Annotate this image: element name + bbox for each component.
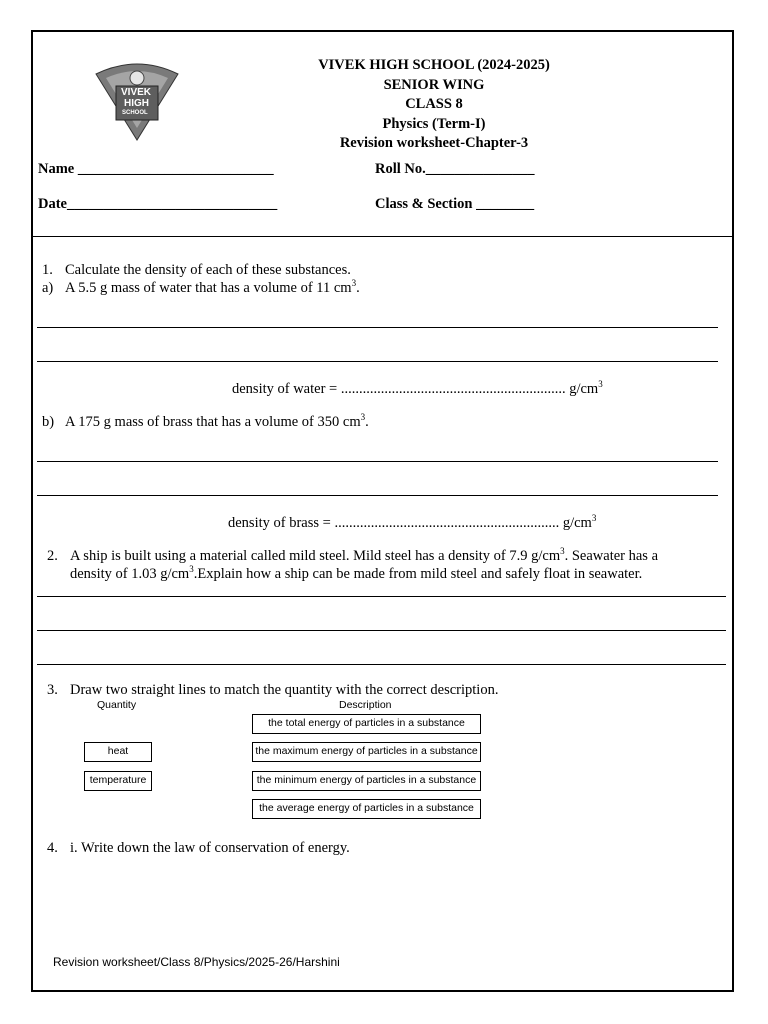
wing-title: SENIOR WING: [383, 77, 485, 93]
q4-text: i. Write down the law of conservation of energy.: [70, 840, 350, 856]
description-box-total[interactable]: the total energy of particles in a substance: [252, 714, 481, 734]
description-box-minimum[interactable]: the minimum energy of particles in a substance: [252, 771, 481, 791]
class-title: CLASS 8: [405, 96, 463, 112]
roll-field[interactable]: Roll No._______________: [375, 161, 535, 177]
answer-line[interactable]: [37, 630, 726, 631]
description-header: Description: [339, 699, 392, 711]
q2-number: 2.: [47, 548, 58, 564]
class-section-field[interactable]: Class & Section ________: [375, 196, 535, 212]
name-field[interactable]: Name ___________________________: [38, 161, 274, 177]
school-title: VIVEK HIGH SCHOOL (2024-2025): [318, 57, 550, 73]
description-box-average[interactable]: the average energy of particles in a substance: [252, 799, 481, 819]
q2-line2: density of 1.03 $g/cm^3.Explain$ how a ship can be made from mild steel and safely float in seawater.: [70, 564, 643, 582]
q1a-label: a): [42, 280, 54, 296]
q1-number: 1.: [42, 262, 53, 278]
q3-number: 3.: [47, 682, 58, 698]
answer-line[interactable]: [37, 327, 718, 328]
subject-title: Physics (Term-I): [382, 116, 486, 132]
answer-line[interactable]: [37, 664, 726, 665]
q1b-label: b): [42, 414, 55, 430]
q1b-text: A 175 g mass of brass that has a volume of 350 $cm^3$.: [65, 412, 369, 430]
brass-density-answer[interactable]: density of brass = .............................................................. $g/cm^3$: [228, 513, 597, 531]
quantity-header: Quantity: [97, 699, 137, 711]
q4-number: 4.: [47, 840, 58, 856]
answer-line[interactable]: [37, 361, 718, 362]
logo-motto: KNOWLEDGE AND INTEGRITY: [104, 59, 185, 65]
quantity-box-heat[interactable]: heat: [84, 742, 152, 762]
description-box-maximum[interactable]: the maximum energy of particles in a substance: [252, 742, 481, 762]
q1-text: Calculate the density of each of these substances.: [65, 262, 351, 278]
water-density-answer[interactable]: density of water = .............................................................. $g/cm^3$: [232, 379, 603, 397]
answer-line[interactable]: [37, 495, 718, 496]
q2-line1: A ship is built using a material called mild steel. Mild steel has a density of 7.9 $g/cm^3$. Seawater has a: [70, 546, 659, 564]
q3-text: Draw two straight lines to match the quantity with the correct description.: [70, 682, 499, 698]
header-divider: [33, 236, 732, 237]
answer-line[interactable]: [37, 461, 718, 462]
worksheet-title: Revision worksheet-Chapter-3: [339, 135, 529, 151]
logo-text-school: SCHOOL: [122, 110, 148, 116]
footer-text: Revision worksheet/Class 8/Physics/2025-26/Harshini: [53, 955, 340, 969]
date-field[interactable]: Date_____________________________: [38, 196, 278, 212]
q1a-text: A 5.5 g mass of water that has a volume of 11 $cm^3$.: [65, 278, 360, 296]
quantity-box-temperature[interactable]: temperature: [84, 771, 152, 791]
logo-text-high: HIGH: [124, 98, 149, 109]
logo-text-vivek: VIVEK: [121, 87, 152, 98]
answer-line[interactable]: [37, 596, 726, 597]
